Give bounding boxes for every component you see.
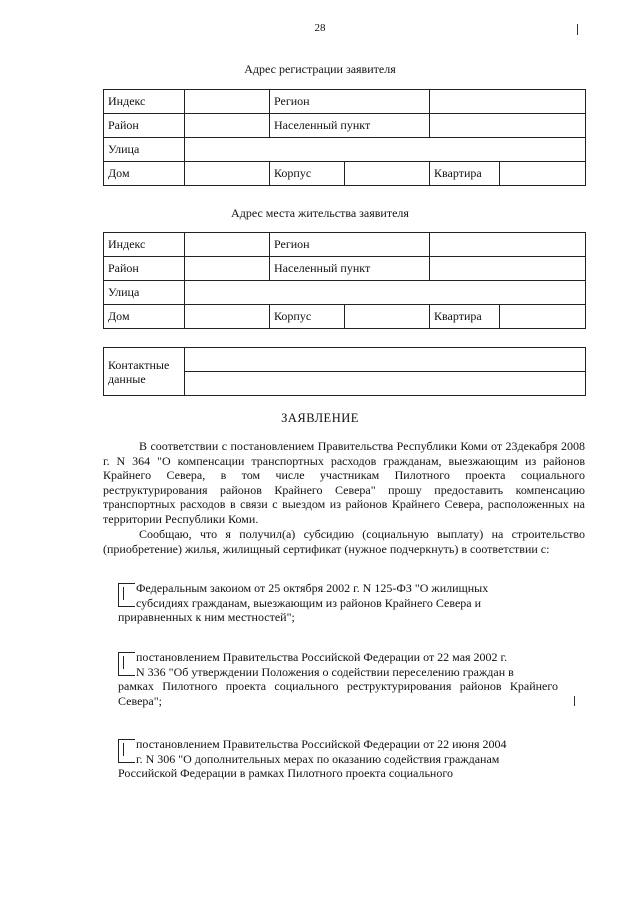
- contact-field-2[interactable]: [185, 372, 586, 396]
- option-line: постановлением Правительства Российской Федерации от 22 мая 2002 г.: [136, 650, 508, 664]
- option-checkbox[interactable]: [118, 583, 135, 607]
- apartment-label: Квартира: [430, 305, 500, 329]
- residence-table: [103, 232, 586, 329]
- apartment-field[interactable]: [500, 162, 586, 186]
- option-line: постановлением Правительства Российской Федерации от 22 июня 2004: [136, 737, 507, 751]
- residence-title: Адрес места жительства заявителя: [231, 206, 409, 220]
- statement-paragraph-2: Сообщаю, что я получил(а) субсидию (социальную выплату) на строительство (приобретение) жилья, жилищный сертификат (нужное подчеркнуть) в соответствии с:: [103, 527, 585, 556]
- street-label: Улица: [104, 138, 185, 162]
- option-line: г. N 306 "О дополнительных мерах по оказанию содействия гражданам: [136, 751, 500, 766]
- street-label: Улица: [104, 281, 185, 305]
- table-row: [104, 90, 586, 114]
- table-row: [104, 281, 586, 305]
- apartment-label: Квартира: [430, 162, 500, 186]
- index-field[interactable]: [185, 90, 270, 114]
- checkbox-mark: [123, 656, 124, 669]
- building-label: Корпус: [270, 162, 345, 186]
- table-row: [104, 233, 586, 257]
- building-label: Корпус: [270, 305, 345, 329]
- option-line: рамках Пилотного проекта социального реструктурирования районов Крайнего Севера";: [118, 679, 558, 708]
- option-text: [118, 650, 558, 708]
- house-field[interactable]: [185, 162, 270, 186]
- option-checkbox[interactable]: [118, 652, 135, 676]
- option-text: [118, 581, 558, 625]
- contact-field-1[interactable]: [185, 348, 586, 372]
- table-row: [104, 138, 586, 162]
- index-label: Индекс: [104, 90, 185, 114]
- table-row: [104, 348, 586, 372]
- checkbox-mark: [123, 587, 124, 600]
- option-line: Федеральным закоиом от 25 октября 2002 г. N 125-ФЗ "О жилищных: [136, 581, 489, 595]
- locality-field[interactable]: [430, 114, 586, 138]
- option-line: Российской Федерации в рамках Пилотного проекта социального: [118, 766, 453, 780]
- contact-table: [103, 347, 586, 396]
- registration-title: Адрес регистрации заявителя: [244, 62, 396, 76]
- locality-field[interactable]: [430, 257, 586, 281]
- table-row: [104, 162, 586, 186]
- contact-label: Контактные данные: [104, 348, 185, 396]
- house-field[interactable]: [185, 305, 270, 329]
- street-field[interactable]: [185, 138, 586, 162]
- locality-label: Населенный пункт: [270, 257, 430, 281]
- statement-heading: ЗАЯВЛЕНИЕ: [281, 411, 359, 425]
- region-label: Регион: [270, 90, 430, 114]
- option-resolution-306: [118, 737, 558, 781]
- checkbox-mark: [123, 743, 124, 756]
- locality-label: Населенный пункт: [270, 114, 430, 138]
- side-mark: [574, 696, 575, 706]
- building-field[interactable]: [345, 305, 430, 329]
- apartment-field[interactable]: [500, 305, 586, 329]
- district-label: Район: [104, 257, 185, 281]
- option-line: субсидиях гражданам, выезжающим из районов Крайнего Севера и: [136, 595, 482, 610]
- district-label: Район: [104, 114, 185, 138]
- district-field[interactable]: [185, 257, 270, 281]
- street-field[interactable]: [185, 281, 586, 305]
- index-field[interactable]: [185, 233, 270, 257]
- option-line: приравненных к ним местностей";: [118, 610, 295, 624]
- region-field[interactable]: [430, 90, 586, 114]
- page-number: 28: [314, 22, 326, 34]
- building-field[interactable]: [345, 162, 430, 186]
- option-text: [118, 737, 558, 781]
- option-federal-law: [118, 581, 558, 625]
- region-field[interactable]: [430, 233, 586, 257]
- house-label: Дом: [104, 162, 185, 186]
- corner-mark: [577, 24, 578, 35]
- table-row: [104, 257, 586, 281]
- index-label: Индекс: [104, 233, 185, 257]
- house-label: Дом: [104, 305, 185, 329]
- option-line: N 336 "Об утверждении Положения о содействии переселению граждан в: [136, 664, 514, 679]
- option-checkbox[interactable]: [118, 739, 135, 763]
- statement-paragraph-1: В соответствии с постановлением Правительства Республики Коми от 23декабря 2008 г. N 364 "О компенсации транспортных расходов гражданам, выезжающим из районов Крайнего Севера, в том числе участникам Пилотного проекта социального реструктурирования районов Крайнего Севера" прошу предоставить компенсацию транспортных расходов в связи с выездом из районов Крайнего Севера, расположенных на территории Республики Коми.: [103, 439, 585, 526]
- option-resolution-336: [118, 650, 558, 708]
- district-field[interactable]: [185, 114, 270, 138]
- table-row: [104, 114, 586, 138]
- table-row: [104, 305, 586, 329]
- registration-table: [103, 89, 586, 186]
- region-label: Регион: [270, 233, 430, 257]
